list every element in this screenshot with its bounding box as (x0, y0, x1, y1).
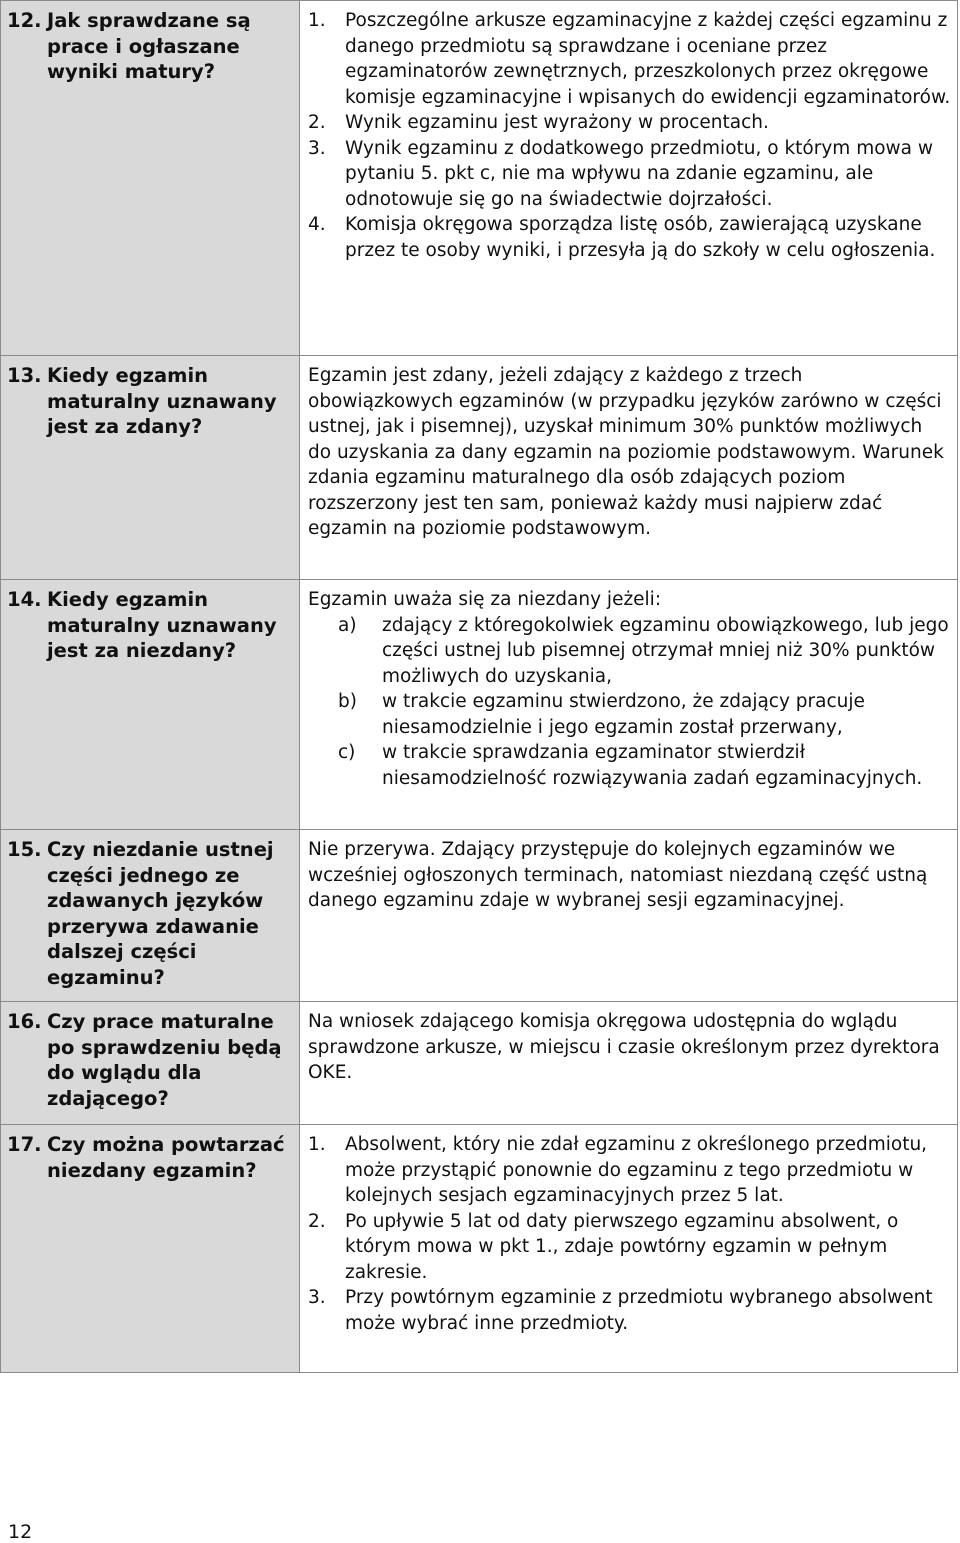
answer-cell (300, 1, 958, 356)
item-text: Poszczególne arkusze egzaminacyjne z każdej części egzaminu z danego przedmiotu są sprawdzane i oceniane przez egzaminatorów zewnętrznych, przeszkolonych przez okręgowe komisje egzaminacyjne i wpisanych do ewidencji egzaminatorów. (345, 10, 951, 108)
faq-row-14 (1, 580, 958, 830)
item-number: 3. (308, 137, 326, 159)
item-text: Po upływie 5 lat od daty pierwszego egzaminu absolwent, o którym mowa w pkt 1., zdaje powtórny egzamin w pełnym zakresie. (345, 1210, 899, 1283)
answer-text: Nie przerywa. Zdający przystępuje do kolejnych egzaminów we wcześniej ogłoszonych terminach, natomiast niezdaną część ustną danego egzaminu zdaje w wybranej sesji egzaminacyjnej. (308, 839, 928, 911)
list-item (308, 8, 951, 110)
item-text: Komisja okręgowa sporządza listę osób, zawierającą uzyskane przez te osoby wyniki, i przesyła ją do szkoły w celu ogłoszenia. (345, 214, 936, 261)
question-number: 12. (7, 9, 42, 32)
question-text: Kiedy egzamin maturalny uznawany jest za zdany? (47, 364, 277, 438)
question-text: Czy prace maturalne po sprawdzeniu będą do wglądu dla zdającego? (47, 1010, 282, 1110)
item-text: zdający z któregokolwiek egzaminu obowiązkowego, lub jego części ustnej lub pisemnej otrzymał mniej niż 30% punktów możliwych do uzyskania, (382, 614, 949, 687)
question-number: 14. (7, 588, 42, 611)
faq-row-15 (1, 830, 958, 1002)
list-item (338, 689, 951, 740)
list-item (308, 110, 951, 136)
answer-cell (300, 356, 958, 580)
question-cell (1, 1002, 300, 1125)
question-text: Czy niezdanie ustnej części jednego ze zdawanych języków przerywa zdawanie dalszej części egzaminu? (47, 838, 274, 989)
item-number: 2. (308, 1210, 326, 1232)
item-text: Wynik egzaminu z dodatkowego przedmiotu, o którym mowa w pytaniu 5. pkt c, nie ma wpływu na zdanie egzaminu, ale odnotowuje się go na świadectwie dojrzałości. (345, 137, 934, 210)
item-number: 3. (308, 1287, 326, 1308)
list-item (308, 136, 951, 213)
page-number: 12 (8, 1521, 33, 1543)
faq-row-12 (1, 1, 958, 356)
question-cell (1, 1, 300, 356)
question-number: 16. (7, 1010, 42, 1033)
faq-row-17 (1, 1125, 958, 1373)
answer-cell (300, 580, 958, 830)
item-letter: a) (338, 614, 357, 636)
answer-text: Na wniosek zdającego komisja okręgowa udostępnia do wglądu sprawdzone arkusze, w miejscu i czasie określonym przez dyrektora OKE. (308, 1011, 940, 1083)
question-number: 13. (7, 364, 42, 387)
question-cell (1, 356, 300, 580)
list-item (338, 613, 951, 690)
item-letter: c) (338, 742, 356, 763)
answer-intro: Egzamin uważa się za niezdany jeżeli: (308, 589, 662, 610)
item-text: w trakcie egzaminu stwierdzono, że zdający pracuje niesamodzielnie i jego egzamin został przerwany, (382, 691, 865, 738)
faq-row-16 (1, 1002, 958, 1125)
list-item (308, 1132, 951, 1209)
item-text: Absolwent, który nie zdał egzaminu z określonego przedmiotu, może przystąpić ponownie do egzaminu z tego przedmiotu w kolejnych sesjach egzaminacyjnych przez 5 lat. (345, 1134, 928, 1206)
question-number: 17. (7, 1133, 42, 1156)
question-cell (1, 830, 300, 1002)
answer-cell (300, 1125, 958, 1373)
list-item (338, 740, 951, 791)
item-number: 1. (308, 10, 326, 31)
faq-row-13 (1, 356, 958, 580)
list-item (308, 1209, 951, 1286)
list-item (308, 1285, 951, 1336)
item-text: Przy powtórnym egzaminie z przedmiotu wybranego absolwent może wybrać inne przedmioty. (345, 1287, 933, 1334)
question-text: Kiedy egzamin maturalny uznawany jest za niezdany? (47, 588, 277, 662)
answer-cell (300, 1002, 958, 1125)
list-item (308, 212, 951, 263)
item-number: 4. (308, 214, 326, 235)
item-text: Wynik egzaminu jest wyrażony w procentach. (345, 112, 769, 133)
answer-cell (300, 830, 958, 1002)
question-cell (1, 1125, 300, 1373)
item-number: 2. (308, 112, 326, 133)
item-text: w trakcie sprawdzania egzaminator stwierdził niesamodzielność rozwiązywania zadań egzaminacyjnych. (382, 742, 923, 789)
item-number: 1. (308, 1134, 326, 1155)
item-letter: b) (338, 691, 357, 712)
question-text: Jak sprawdzane są prace i ogłaszane wyniki matury? (47, 9, 251, 83)
answer-text: Egzamin jest zdany, jeżeli zdający z każdego z trzech obowiązkowych egzaminów (w przypadku języków zarówno w części ustnej, jak i pisemnej), uzyskał minimum 30% punktów możliwych do uzyskania za dany egzamin na poziomie podstawowym. Warunek zdania egzaminu maturalnego dla osób zdających poziom rozszerzony jest ten sam, ponieważ każdy musi najpierw zdać egzamin na poziomie podstawowym. (308, 365, 944, 539)
question-text: Czy można powtarzać niezdany egzamin? (47, 1133, 285, 1182)
question-number: 15. (7, 838, 42, 861)
question-cell (1, 580, 300, 830)
